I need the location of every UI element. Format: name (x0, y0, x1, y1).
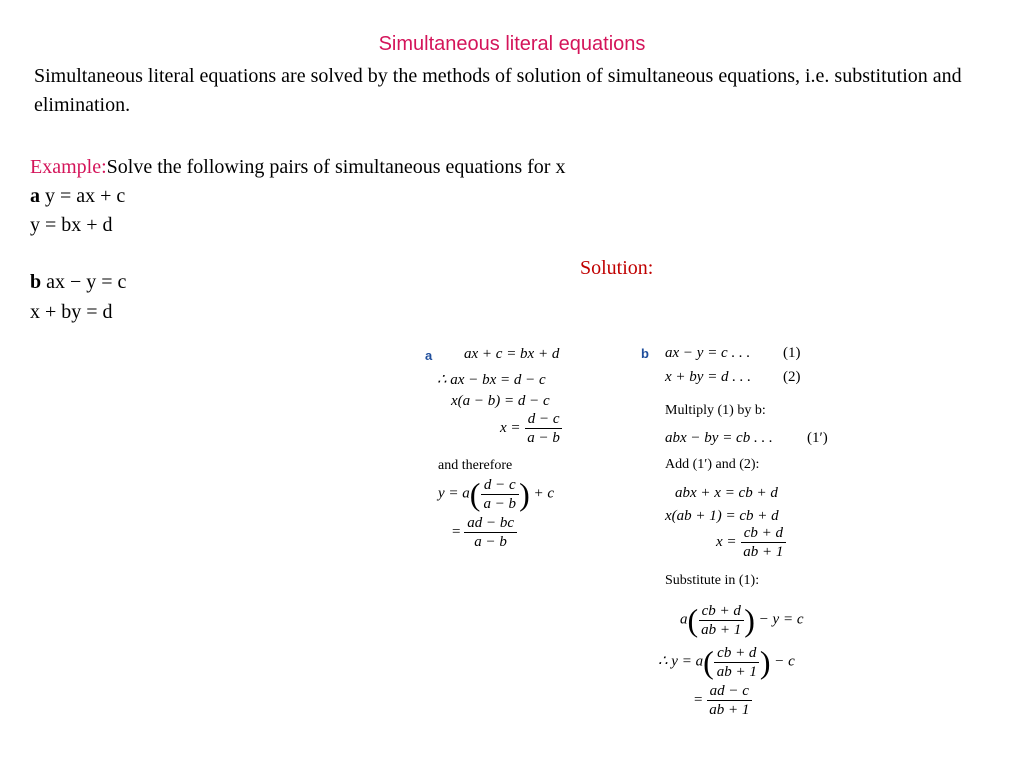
sol-a-line5-lhs: y = a (438, 485, 470, 502)
sol-a-line5-fraction (480, 476, 519, 513)
sol-a-line6-fraction (464, 514, 517, 551)
left-paren: ( (687, 602, 699, 638)
solution-label: Solution: (580, 257, 654, 279)
fraction-denominator: ab + 1 (716, 663, 757, 680)
sol-b-line4: abx + x = cb + d (675, 485, 778, 501)
sol-b-label: b (641, 346, 649, 361)
right-paren: ) (759, 644, 771, 680)
example-prompt: Solve the following pairs of simultaneous equations for x (106, 156, 566, 178)
example-prompt-line (30, 156, 565, 179)
sol-a-line4-fraction (524, 410, 563, 447)
part-a-eq1-text: y = ax + c (40, 185, 126, 207)
sol-b-line6 (716, 524, 786, 561)
sol-a-line5 (438, 474, 554, 514)
sol-b-line9-fraction (706, 682, 752, 719)
sol-b-line8 (658, 642, 795, 682)
sol-b-line7-rhs: − y = c (758, 611, 804, 628)
fraction-numerator: ad − bc (464, 514, 517, 533)
sol-b-line7-lhs: a (680, 611, 688, 628)
fraction-numerator: cb + d (741, 524, 786, 543)
fraction-denominator: ab + 1 (743, 544, 784, 560)
sol-b-line2: x + by = d . . . (665, 369, 752, 385)
sol-b-line1-tag: (1) (783, 345, 801, 361)
part-b-eq1-text: ax − y = c (41, 271, 127, 293)
sol-a-line1: ax + c = bx + d (464, 346, 560, 362)
right-paren: ) (519, 476, 530, 512)
fraction-denominator: ab + 1 (709, 702, 750, 718)
sol-b-line7 (680, 600, 804, 640)
sol-b-line9 (694, 682, 752, 719)
part-a-eq1 (30, 185, 125, 208)
part-a-label: a (30, 185, 40, 207)
intro-paragraph: Simultaneous literal equations are solved by the methods of solution of simultaneous equations, i.e. substitution and elimination. (34, 65, 962, 116)
part-b-label: b (30, 271, 42, 293)
sol-b-line3: abx − by = cb . . . (665, 430, 773, 446)
sol-b-line6-fraction (740, 524, 786, 561)
fraction-numerator: cb + d (714, 644, 759, 663)
sol-a-line3: x(a − b) = d − c (451, 393, 550, 409)
part-b-eq1 (30, 271, 126, 294)
fraction-numerator: d − c (525, 410, 563, 429)
left-paren: ( (469, 476, 481, 512)
right-paren: ) (744, 602, 755, 638)
fraction-numerator: ad − c (707, 682, 752, 701)
fraction-numerator: d − c (481, 476, 519, 495)
sol-b-line3-tag: (1′) (807, 430, 828, 446)
sol-a-line6-eq: = (452, 523, 461, 540)
fraction-numerator: cb + d (699, 602, 744, 621)
sol-a-and-therefore: and therefore (438, 458, 513, 473)
fraction-denominator: a − b (474, 534, 507, 550)
sol-a-line6 (452, 514, 517, 551)
left-paren: ( (703, 644, 714, 680)
sol-b-add-step: Add (1′) and (2): (665, 457, 760, 472)
sol-b-line7-fraction (698, 602, 744, 639)
sol-b-line9-eq: = (694, 691, 703, 708)
sol-b-line1: ax − y = c . . . (665, 345, 751, 361)
sol-b-line8-lhs: ∴ y = a (658, 653, 704, 670)
fraction-denominator: a − b (483, 495, 517, 512)
sol-a-line5-rhs: + c (533, 485, 554, 502)
sol-b-substitute-step: Substitute in (1): (665, 573, 760, 588)
sol-b-line8-fraction (714, 644, 760, 681)
sol-b-line6-lhs: x = (716, 533, 737, 550)
sol-b-line2-tag: (2) (783, 369, 801, 385)
sol-a-line4 (500, 410, 563, 447)
part-a-eq2: y = bx + d (30, 214, 113, 236)
part-b-eq2: x + by = d (30, 301, 113, 323)
sol-b-line8-rhs: − c (774, 653, 795, 670)
sol-a-line2: ∴ ax − bx = d − c (437, 372, 546, 388)
sol-b-multiply-step: Multiply (1) by b: (665, 403, 766, 418)
example-label: Example: (30, 156, 107, 178)
fraction-denominator: ab + 1 (701, 621, 742, 638)
sol-a-label: a (425, 348, 433, 363)
fraction-denominator: a − b (527, 430, 560, 446)
sol-a-line4-lhs: x = (500, 419, 521, 436)
slide-title: Simultaneous literal equations (378, 33, 646, 55)
sol-b-line5: x(ab + 1) = cb + d (665, 508, 779, 524)
